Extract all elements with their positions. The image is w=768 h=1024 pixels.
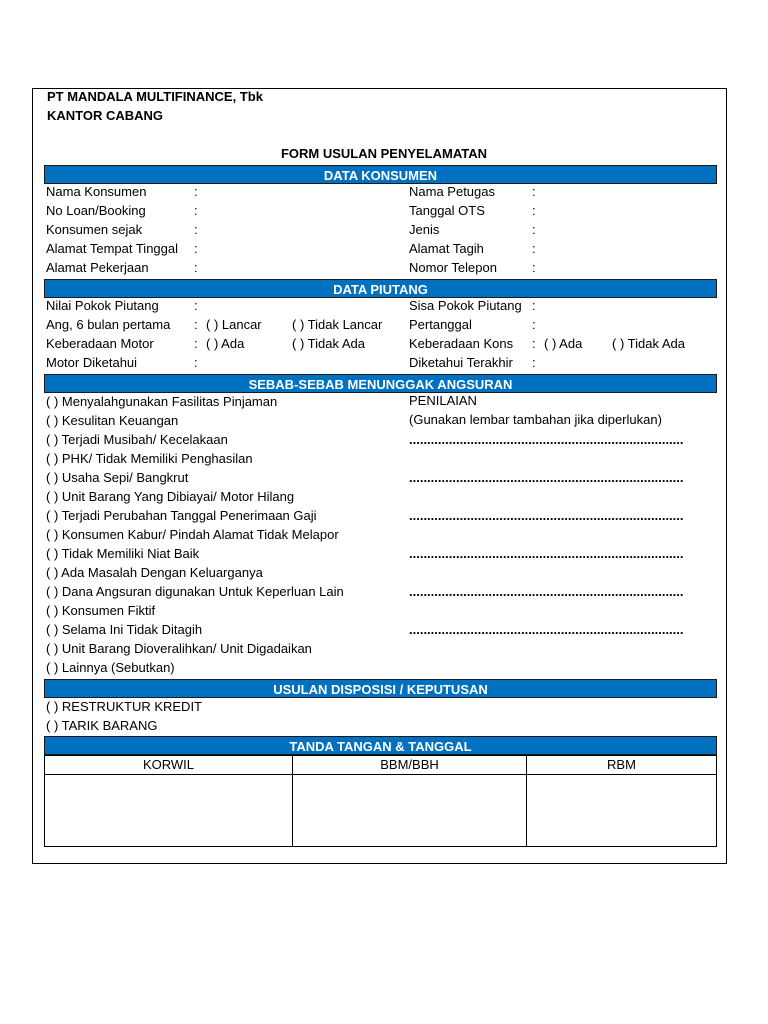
section-data-konsumen: DATA KONSUMEN [44,165,717,184]
colon: : [194,222,198,237]
colon: : [532,260,536,275]
checkbox-tidak-lancar[interactable]: ( ) Tidak Lancar [292,317,383,332]
signature-label-rbm: RBM [607,757,636,772]
label-nama-konsumen: Nama Konsumen [46,184,147,199]
colon: : [194,260,198,275]
label-no-loan: No Loan/Booking [46,203,146,218]
colon: : [532,241,536,256]
colon: : [532,336,536,351]
penilaian-dotted-line[interactable]: ............................................................................ [409,584,684,599]
sebab-item[interactable]: ( ) Kesulitan Keuangan [46,413,179,428]
label-sisa-pokok: Sisa Pokok Piutang [409,298,522,313]
sebab-item[interactable]: ( ) Tidak Memiliki Niat Baik [46,546,200,561]
penilaian-dotted-line[interactable]: ............................................................................ [409,470,684,485]
sebab-item[interactable]: ( ) Konsumen Kabur/ Pindah Alamat Tidak Melapor [46,527,339,542]
label-konsumen-sejak: Konsumen sejak [46,222,143,237]
signature-label-korwil: KORWIL [142,757,195,772]
section-sebab-menunggak: SEBAB-SEBAB MENUNGGAK ANGSURAN [44,374,717,393]
sebab-item[interactable]: ( ) Terjadi Musibah/ Kecelakaan [46,432,228,447]
label-alamat-pekerjaan: Alamat Pekerjaan [46,260,149,275]
colon: : [532,317,536,332]
usulan-restruktur-kredit[interactable]: ( ) RESTRUKTUR KREDIT [46,699,202,714]
colon: : [194,203,198,218]
sebab-item[interactable]: ( ) Konsumen Fiktif [46,603,156,618]
checkbox-motor-tidak-ada[interactable]: ( ) Tidak Ada [292,336,365,351]
label-alamat-tagih: Alamat Tagih [409,241,484,256]
signature-header-divider [44,774,717,775]
label-nomor-telepon: Nomor Telepon [409,260,497,275]
sebab-item[interactable]: ( ) Terjadi Perubahan Tanggal Penerimaan Gaji [46,508,317,523]
colon: : [532,298,536,313]
section-usulan-disposisi: USULAN DISPOSISI / KEPUTUSAN [44,679,717,698]
label-jenis: Jenis [409,222,440,237]
penilaian-title: PENILAIAN [409,393,477,408]
colon: : [194,317,198,332]
sebab-item[interactable]: ( ) Usaha Sepi/ Bangkrut [46,470,189,485]
penilaian-dotted-line[interactable]: ............................................................................ [409,432,684,447]
label-alamat-tinggal: Alamat Tempat Tinggal [46,241,178,256]
sebab-item[interactable]: ( ) Dana Angsuran digunakan Untuk Keperluan Lain [46,584,344,599]
checkbox-motor-ada[interactable]: ( ) Ada [206,336,245,351]
label-motor-diketahui: Motor Diketahui [46,355,138,370]
penilaian-dotted-line[interactable]: ............................................................................ [409,622,684,637]
signature-label-bbm-bbh: BBM/BBH [380,757,439,772]
penilaian-note: (Gunakan lembar tambahan jika diperlukan) [409,412,662,427]
penilaian-dotted-line[interactable]: ............................................................................ [409,508,684,523]
form-title: FORM USULAN PENYELAMATAN [280,146,488,161]
company-name: PT MANDALA MULTIFINANCE, Tbk [47,89,263,104]
label-nama-petugas: Nama Petugas [409,184,495,199]
colon: : [194,355,198,370]
section-tanda-tangan: TANDA TANGAN & TANGGAL [44,736,717,755]
label-keberadaan-motor: Keberadaan Motor [46,336,154,351]
sebab-item[interactable]: ( ) Unit Barang Dioveralihkan/ Unit Digadaikan [46,641,312,656]
branch-label: KANTOR CABANG [47,108,164,123]
colon: : [194,298,198,313]
sebab-item[interactable]: ( ) Menyalahgunakan Fasilitas Pinjaman [46,394,278,409]
section-data-piutang: DATA PIUTANG [44,279,717,298]
colon: : [532,222,536,237]
label-tanggal-ots: Tanggal OTS [409,203,485,218]
colon: : [194,336,198,351]
colon: : [532,355,536,370]
colon: : [194,241,198,256]
label-keberadaan-kons: Keberadaan Kons [409,336,514,351]
usulan-tarik-barang[interactable]: ( ) TARIK BARANG [46,718,158,733]
label-ang-6-bulan: Ang, 6 bulan pertama [46,317,171,332]
checkbox-kons-tidak-ada[interactable]: ( ) Tidak Ada [612,336,685,351]
label-diketahui-terakhir: Diketahui Terakhir [409,355,513,370]
label-pertanggal: Pertanggal [409,317,472,332]
checkbox-kons-ada[interactable]: ( ) Ada [544,336,583,351]
sebab-item[interactable]: ( ) Lainnya (Sebutkan) [46,660,175,675]
label-nilai-pokok: Nilai Pokok Piutang [46,298,159,313]
penilaian-dotted-line[interactable]: ............................................................................ [409,546,684,561]
checkbox-lancar[interactable]: ( ) Lancar [206,317,262,332]
colon: : [532,184,536,199]
colon: : [194,184,198,199]
sebab-item[interactable]: ( ) Ada Masalah Dengan Keluarganya [46,565,263,580]
colon: : [532,203,536,218]
sebab-item[interactable]: ( ) Selama Ini Tidak Ditagih [46,622,203,637]
sebab-item[interactable]: ( ) Unit Barang Yang Dibiayai/ Motor Hilang [46,489,295,504]
sebab-item[interactable]: ( ) PHK/ Tidak Memiliki Penghasilan [46,451,253,466]
